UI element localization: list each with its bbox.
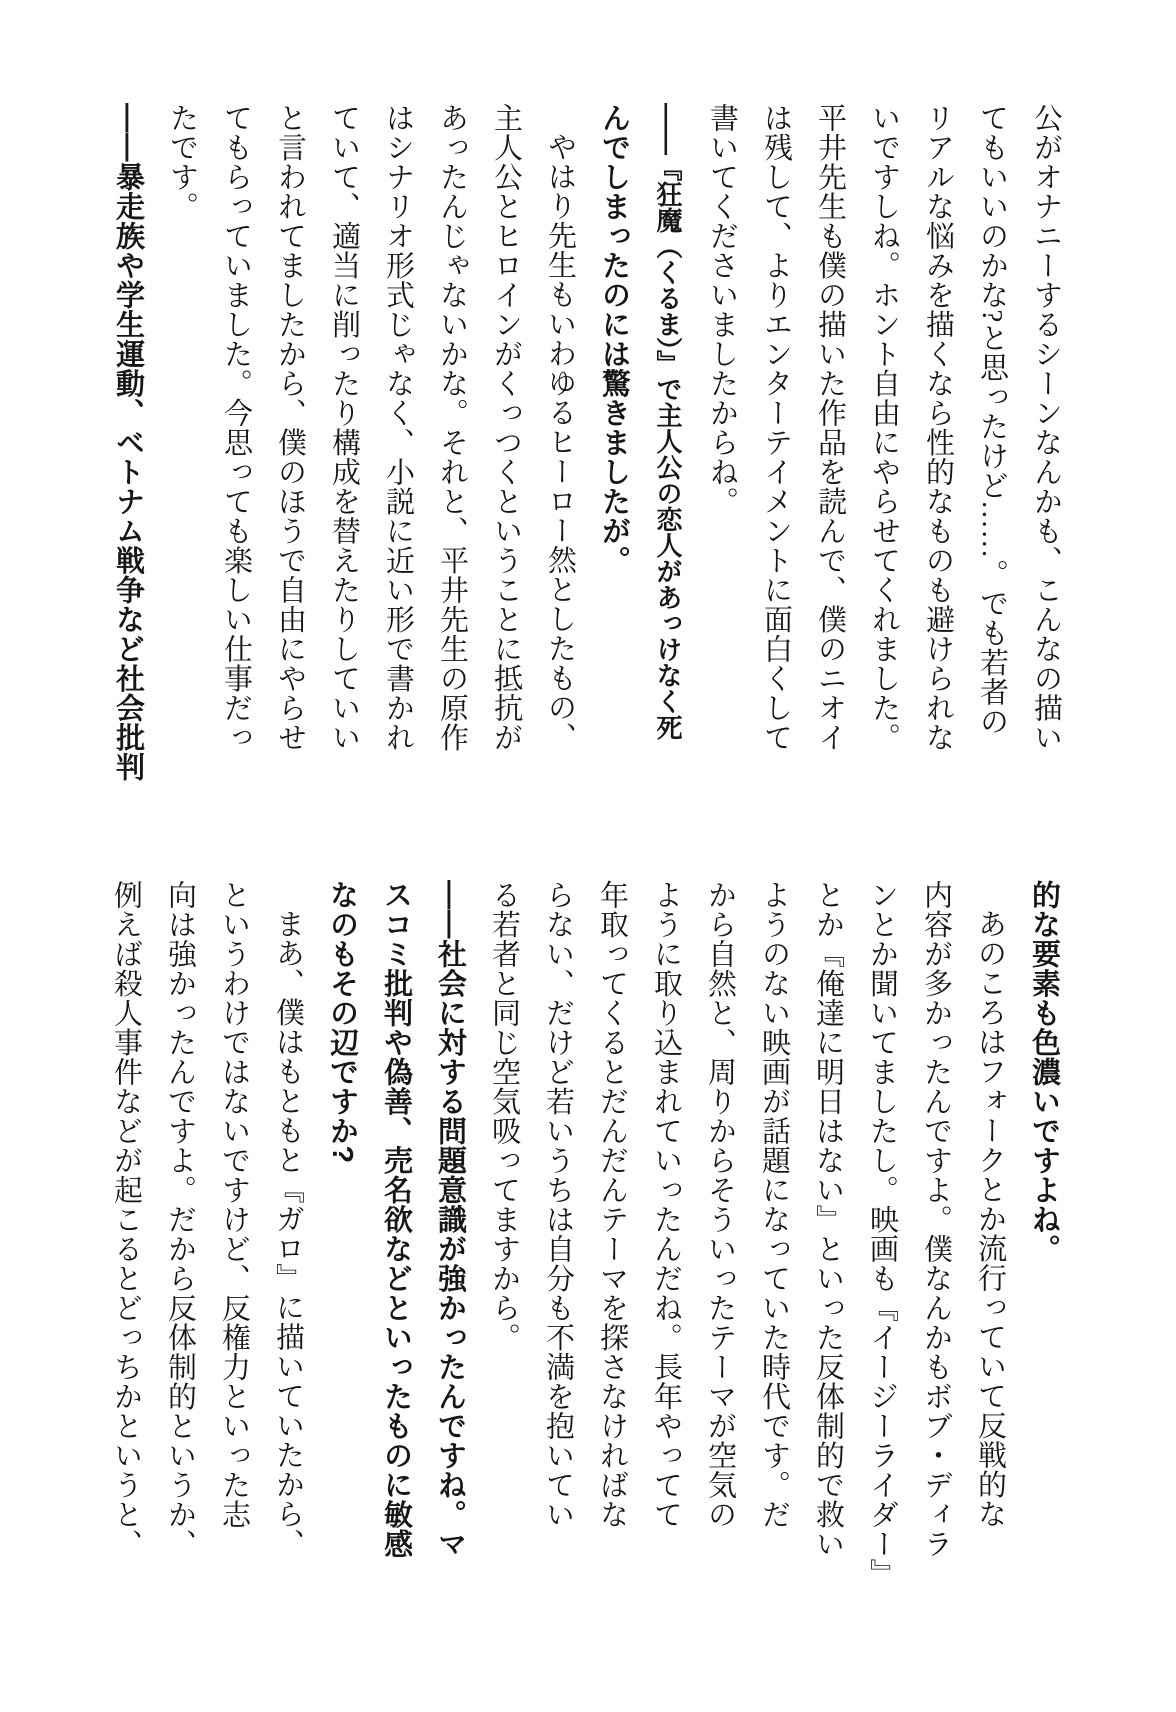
answer-column: 内容が多かったんですよ。僕なんかもボブ・ディラ <box>920 880 952 1559</box>
question-column: んでしまったのには驚きましたが。 <box>598 103 630 575</box>
answer-column: 平井先生も僕の描いた作品を読んで、僕のニオイ <box>814 103 846 752</box>
question-column: 的な要素も色濃いですよね。 <box>1028 880 1060 1264</box>
answer-column: あのころはフォークとか流行っていて反戦的な <box>974 909 1006 1529</box>
answer-column: いですしね。ホント自由にやらせてくれました。 <box>868 103 900 752</box>
answer-column: 向は強かったんですよ。だから反体制的というか、 <box>164 880 196 1559</box>
bottom-text-block <box>99 880 1071 1588</box>
question-column: ――『狂魔（くるま）』で主人公の恋人があっけなく死 <box>653 103 683 740</box>
answer-column: とか『俺達に明日はない』といった反体制的で救い <box>812 880 844 1559</box>
answer-column: ンとか聞いてましたし。映画も『イージーライダー』 <box>866 880 898 1588</box>
question-column: ――社会に対する問題意識が強かったんですね。マ <box>434 880 466 1559</box>
answer-column: 年取ってくるとだんだんテーマを探さなければな <box>596 880 628 1529</box>
answer-column: は残して、よりエンターテイメントに面白くして <box>760 103 792 752</box>
answer-column: 書いてくださいましたからね。 <box>706 103 738 516</box>
answer-column: 例えば殺人事件などが起こるとどっちかというと、 <box>110 880 142 1559</box>
answer-column: てもいいのかな?と思ったけど……。でも若者の <box>976 103 1008 736</box>
answer-column: 公がオナニーするシーンなんかも、こんなの描い <box>1030 103 1062 752</box>
answer-column: ようのない映画が話題になっていた時代です。だ <box>758 880 790 1529</box>
question-column: スコミ批判や偽善、売名欲などといったものに敏感 <box>380 880 412 1559</box>
answer-column: と言われてましたから、僕のほうで自由にやらせ <box>274 103 306 752</box>
question-column: ――暴走族や学生運動、ベトナム戦争など社会批判 <box>112 103 144 782</box>
answer-column: る若者と同じ空気吸ってますから。 <box>488 880 520 1352</box>
answer-column: から自然と、周りからそういったテーマが空気の <box>704 880 736 1529</box>
question-column: なのもその辺ですか? <box>326 880 358 1164</box>
top-text-block <box>101 103 1073 782</box>
answer-column: らない、だけど若いうちは自分も不満を抱いてい <box>542 880 574 1529</box>
answer-column: まあ、僕はもともと『ガロ』に描いていたから、 <box>272 909 304 1558</box>
answer-column: 主人公とヒロインがくっつくということに抵抗が <box>490 103 522 752</box>
answer-column: はシナリオ形式じゃなく、小説に近い形で書かれ <box>382 103 414 752</box>
answer-column: あったんじゃないかな。それと、平井先生の原作 <box>436 103 468 752</box>
answer-column: やはり先生もいわゆるヒーロー然としたもの、 <box>544 132 576 752</box>
answer-column: というわけではないですけど、反権力といった志 <box>218 880 250 1529</box>
answer-column: リアルな悩みを描くなら性的なものも避けられな <box>922 103 954 752</box>
answer-column: たです。 <box>166 103 198 221</box>
answer-column: ていて、適当に削ったり構成を替えたりしていい <box>328 103 360 752</box>
answer-column: てもらっていました。今思っても楽しい仕事だっ <box>220 103 252 752</box>
answer-column: ように取り込まれていったんだね。長年やってて <box>650 880 682 1529</box>
